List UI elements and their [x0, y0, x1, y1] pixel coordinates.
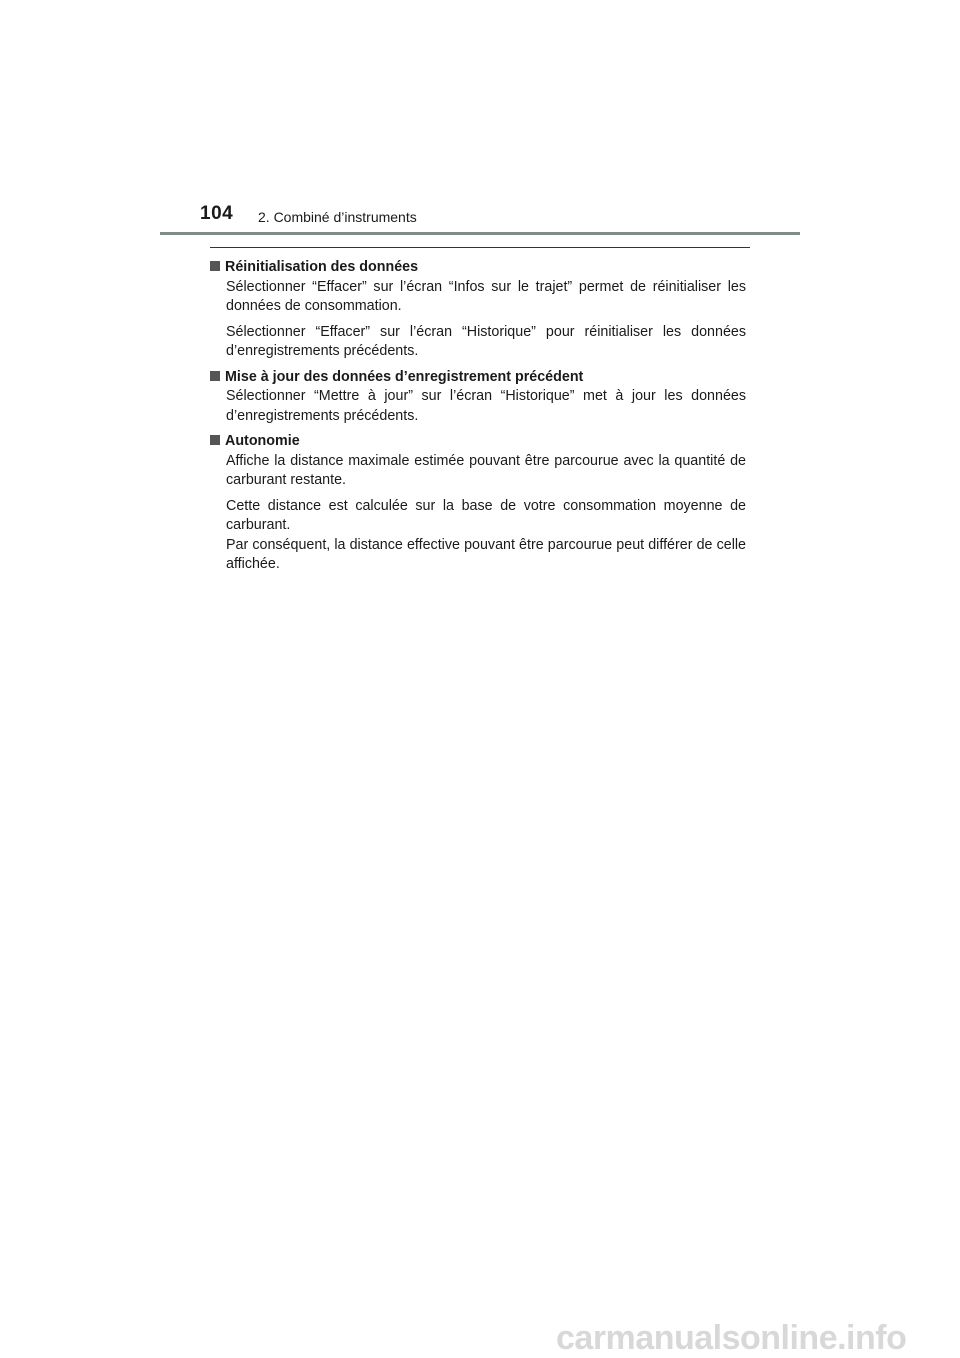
section-heading: [210, 432, 746, 452]
content-rule: [210, 247, 750, 248]
content: [210, 258, 746, 581]
square-bullet-icon: [210, 371, 220, 381]
square-bullet-icon: [210, 435, 220, 445]
paragraph: Sélectionner “Mettre à jour” sur l’écran “Historique” met à jour les données d’enregistrements précédents.: [226, 388, 746, 424]
paragraph: Par conséquent, la distance effective pouvant être parcourue peut différer de celle affichée.: [226, 536, 746, 572]
paragraph: Cette distance est calculée sur la base de votre consommation moyenne de carburant.: [226, 497, 746, 533]
section-heading: [210, 258, 746, 278]
section-heading: [210, 368, 746, 388]
section-autonomie: [210, 432, 746, 575]
square-bullet-icon: [210, 261, 220, 271]
paragraph: Sélectionner “Effacer” sur l’écran “Infos sur le trajet” permet de réinitialiser les données de consommation.: [226, 278, 746, 314]
paragraph: Sélectionner “Effacer” sur l’écran “Historique” pour réinitialiser les données d’enregistrements précédents.: [226, 323, 746, 359]
watermark: carmanualsonline.info: [556, 1319, 907, 1357]
section-heading-text: Réinitialisation des données: [225, 259, 419, 275]
section-reinitialisation: [210, 258, 746, 362]
paragraph: Affiche la distance maximale estimée pouvant être parcourue avec la quantité de carburant restante.: [226, 452, 746, 488]
section-heading-text: Mise à jour des données d’enregistrement précédent: [225, 368, 584, 385]
chapter-title: 2. Combiné d’instruments: [258, 209, 417, 225]
section-mise-a-jour: [210, 368, 746, 427]
page-number: 104: [200, 203, 234, 224]
section-heading-text: Autonomie: [225, 433, 300, 449]
header-rule: [160, 232, 800, 235]
